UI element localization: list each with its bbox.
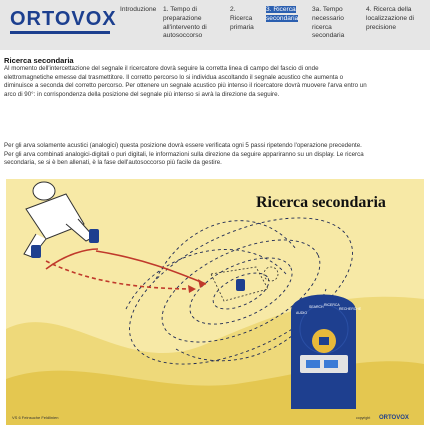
paragraph-line: elettromagnetiche emesse dal trasmettitore. Il corretto percorso lo si individua ascoltando il segnale acustico che aumenta o bbox=[4, 73, 344, 81]
nav-item-introduzione[interactable] bbox=[120, 6, 156, 15]
nav-item-ricerca-primaria[interactable] bbox=[230, 6, 254, 32]
illustration-heading: Ricerca secondaria bbox=[256, 194, 386, 211]
top-navigation-bar bbox=[0, 0, 430, 50]
illustration-copyright: copyright bbox=[356, 416, 371, 420]
nav-item-line: preparazione bbox=[163, 14, 202, 22]
transceiver-device bbox=[291, 295, 362, 410]
nav-item-tempo-ricerca-secondaria[interactable] bbox=[312, 6, 344, 41]
logo-text: ORTOVOX bbox=[10, 8, 117, 30]
nav-item-localizzazione-precisione[interactable] bbox=[366, 6, 414, 32]
logo-underline bbox=[10, 31, 110, 34]
nav-item-line: ricerca bbox=[312, 23, 332, 31]
paragraph-line: arco di 90°: in corrispondenza della posizione del segnale più intenso si avrà la direzione da seguire. bbox=[4, 90, 280, 98]
ortovox-logo[interactable] bbox=[8, 6, 117, 32]
buried-transceiver-icon bbox=[236, 279, 245, 291]
paragraph-line: diminuisce a seconda del corretto percorso. Per ottenere un segnale acustico più intenso il ricercatore dovrà muovere l'arva entro un bbox=[4, 82, 367, 89]
nav-item-line: all'intervento di bbox=[163, 23, 207, 31]
paragraph-line: Per gli arva combinati analogici-digitali o puri digitali, le informazioni sulla direzione da seguire appariranno su un display. Le ricerca bbox=[4, 150, 364, 158]
nav-item-line: precisione bbox=[366, 23, 397, 31]
nav-item-line: secondaria bbox=[266, 14, 299, 22]
transceiver-icon bbox=[89, 229, 99, 243]
nav-item-line: autosoccorso bbox=[163, 32, 203, 40]
nav-item-line: secondaria bbox=[312, 32, 345, 40]
paragraph-line: Per gli arva solamente acustici (analogici) questa posizione dovrà essere verificata ogni 5 passi ripetendo l'operazione precedente. bbox=[4, 142, 362, 149]
nav-item-line: necessario bbox=[312, 14, 344, 22]
nav-item-label: Introduzione bbox=[120, 6, 157, 13]
nav-item-line: primaria bbox=[230, 23, 254, 31]
transceiver-icon bbox=[31, 245, 41, 258]
device-ring-label: RECHERCHE bbox=[339, 307, 362, 311]
illustration-footer-brand: ORTOVOX bbox=[379, 415, 409, 421]
paragraph-2 bbox=[4, 142, 426, 168]
illustration-canvas bbox=[6, 179, 424, 425]
nav-item-line: 1. Tempo di bbox=[163, 6, 197, 13]
device-ring-label: AUDIO bbox=[296, 311, 308, 315]
nav-item-line: localizzazione di bbox=[366, 14, 415, 22]
nav-item-ricerca-secondaria[interactable] bbox=[266, 6, 298, 24]
search-illustration bbox=[6, 179, 424, 425]
page-title: Ricerca secondaria bbox=[4, 56, 74, 65]
nav-item-line: 2. bbox=[230, 6, 236, 13]
paragraph-line: secondaria, se si è ben allenati, è la fase dell'autosoccorso più facile da gestire. bbox=[4, 159, 222, 166]
paragraph-line: Al momento dell'intercettazione del segnale il ricercatore dovrà seguire la corretta linea di campo del fascio di onde bbox=[4, 65, 319, 72]
nav-item-line: 3. Ricerca bbox=[266, 6, 296, 13]
nav-item-line: 3a. Tempo bbox=[312, 6, 343, 13]
header-divider bbox=[0, 50, 430, 54]
nav-item-line: Ricerca bbox=[230, 14, 253, 22]
nav-item-tempo-preparazione[interactable] bbox=[163, 6, 207, 41]
device-ring-label: SEARCH bbox=[309, 305, 324, 309]
nav-item-line: 4. Ricerca della bbox=[366, 6, 412, 13]
paragraph-1 bbox=[4, 65, 426, 99]
illustration-footer-left: VS 6 Feinsuche Feldlinien bbox=[12, 415, 59, 420]
device-ring-label: RICERCA bbox=[324, 303, 340, 307]
